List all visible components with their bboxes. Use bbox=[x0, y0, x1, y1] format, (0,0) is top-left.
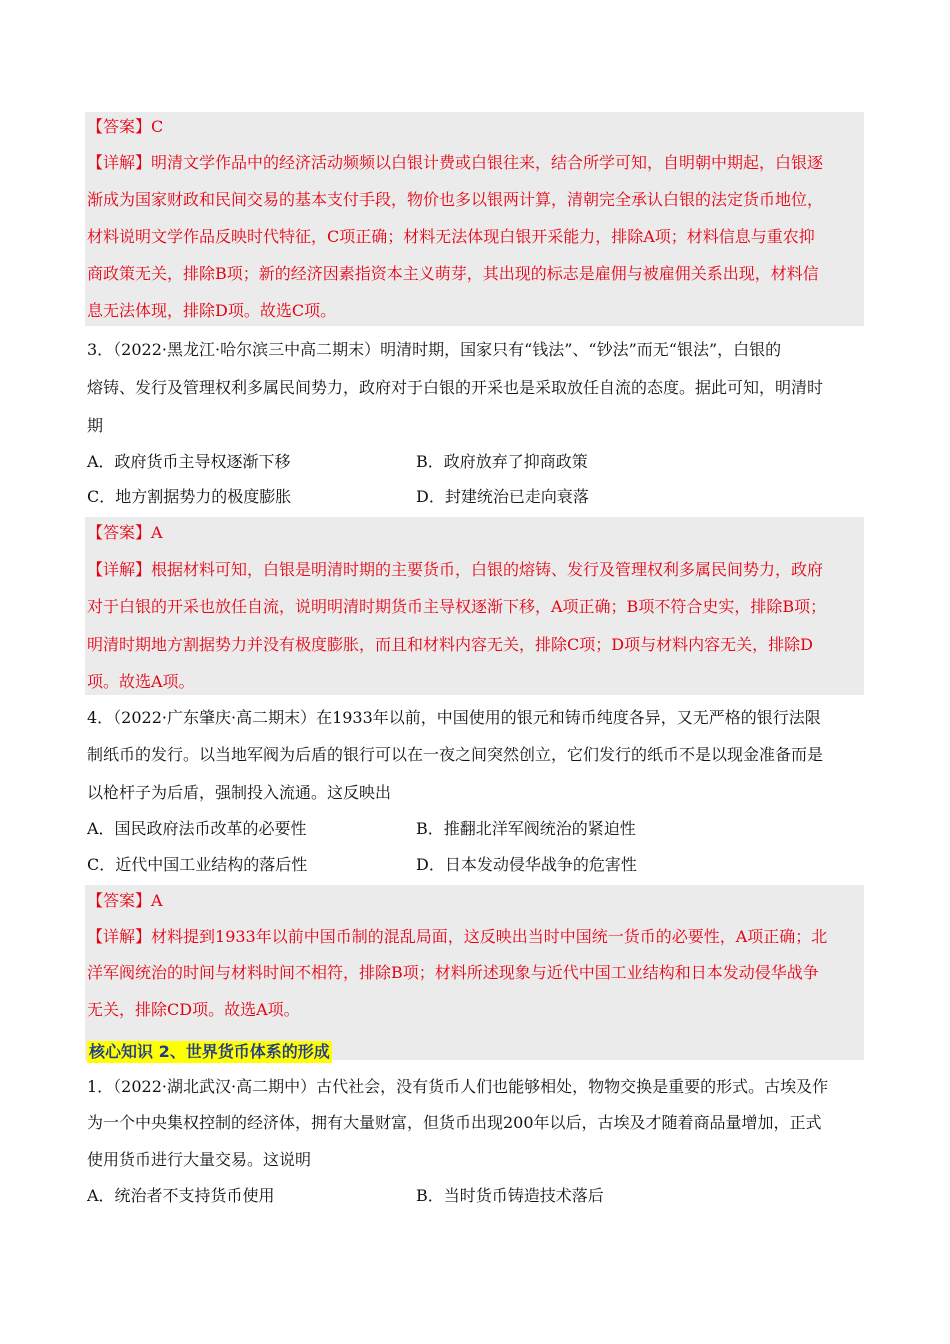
detail-line: 材料说明文学作品反映时代特征，C项正确；材料无法体现白银开采能力，排除A项；材料信息与重农抑 bbox=[87, 227, 815, 246]
answer-line: 【答案】A bbox=[87, 891, 163, 910]
question-text: 制纸币的发行。以当地军阀为后盾的银行可以在一夜之间突然创立，它们发行的纸币不是以现金准备而是 bbox=[87, 745, 824, 764]
detail-line: 商政策无关，排除B项；新的经济因素指资本主义萌芽，其出现的标志是雇佣与被雇佣关系出现，材料信 bbox=[87, 264, 819, 283]
option-c: C．地方割据势力的极度膨胀 bbox=[87, 487, 292, 506]
answer-box bbox=[85, 112, 864, 326]
detail-line: 渐成为国家财政和民间交易的基本支付手段，物价也多以银两计算，清朝完全承认白银的法定货币地位， bbox=[87, 190, 824, 209]
detail-line: 【详解】材料提到1933年以前中国币制的混乱局面，这反映出当时中国统一货币的必要性，A项正确；北 bbox=[87, 927, 828, 946]
option-a: A．政府货币主导权逐渐下移 bbox=[87, 452, 291, 471]
detail-line: 无关，排除CD项。故选A项。 bbox=[87, 1000, 300, 1019]
answer-line: 【答案】A bbox=[87, 523, 163, 542]
question-text: 期 bbox=[87, 416, 104, 435]
option-b: B．当时货币铸造技术落后 bbox=[416, 1186, 604, 1205]
detail-line: 对于白银的开采也放任自流，说明明清时期货币主导权逐渐下移，A项正确；B项不符合史实，排除B项； bbox=[87, 597, 827, 616]
detail-line: 【详解】根据材料可知，白银是明清时期的主要货币，白银的熔铸、发行及管理权利多属民间势力，政府 bbox=[87, 560, 824, 579]
answer-line: 【答案】C bbox=[87, 117, 164, 136]
option-b: B．政府放弃了抑商政策 bbox=[416, 452, 588, 471]
option-a: A．国民政府法币改革的必要性 bbox=[87, 819, 307, 838]
question-text: 1．（2022·湖北武汉·高二期中）古代社会，没有货币人们也能够相处，物物交换是重要的形式。古埃及作 bbox=[87, 1077, 829, 1096]
option-b: B．推翻北洋军阀统治的紧迫性 bbox=[416, 819, 636, 838]
section-heading: 核心知识 2、世界货币体系的形成 bbox=[89, 1042, 330, 1061]
option-d: D．封建统治已走向衰落 bbox=[416, 487, 589, 506]
detail-line: 【详解】明清文学作品中的经济活动频频以白银计费或白银往来，结合所学可知，自明朝中期起，白银逐 bbox=[87, 153, 824, 172]
detail-line: 洋军阀统治的时间与材料时间不相符，排除B项；材料所述现象与近代中国工业结构和日本发动侵华战争 bbox=[87, 963, 819, 982]
option-d: D．日本发动侵华战争的危害性 bbox=[416, 855, 637, 874]
detail-line: 项。故选A项。 bbox=[87, 672, 195, 691]
question-text: 为一个中央集权控制的经济体，拥有大量财富，但货币出现200年以后，古埃及才随着商品量增加，正式 bbox=[87, 1113, 822, 1132]
question-text: 熔铸、发行及管理权利多属民间势力，政府对于白银的开采也是采取放任自流的态度。据此可知，明清时 bbox=[87, 378, 824, 397]
question-text: 3．（2022·黑龙江·哈尔滨三中高二期末）明清时期，国家只有“钱法”、“钞法”而无“银法”，白银的 bbox=[87, 340, 782, 359]
question-text: 使用货币进行大量交易。这说明 bbox=[87, 1150, 312, 1169]
question-text: 以枪杆子为后盾，强制投入流通。这反映出 bbox=[87, 783, 392, 802]
detail-line: 息无法体现，排除D项。故选C项。 bbox=[87, 301, 337, 320]
option-c: C．近代中国工业结构的落后性 bbox=[87, 855, 308, 874]
option-a: A．统治者不支持货币使用 bbox=[87, 1186, 275, 1205]
question-text: 4．（2022·广东肇庆·高二期末）在1933年以前，中国使用的银元和铸币纯度各异，又无严格的银行法限 bbox=[87, 708, 821, 727]
detail-line: 明清时期地方割据势力并没有极度膨胀，而且和材料内容无关，排除C项；D项与材料内容无关，排除D bbox=[87, 635, 813, 654]
